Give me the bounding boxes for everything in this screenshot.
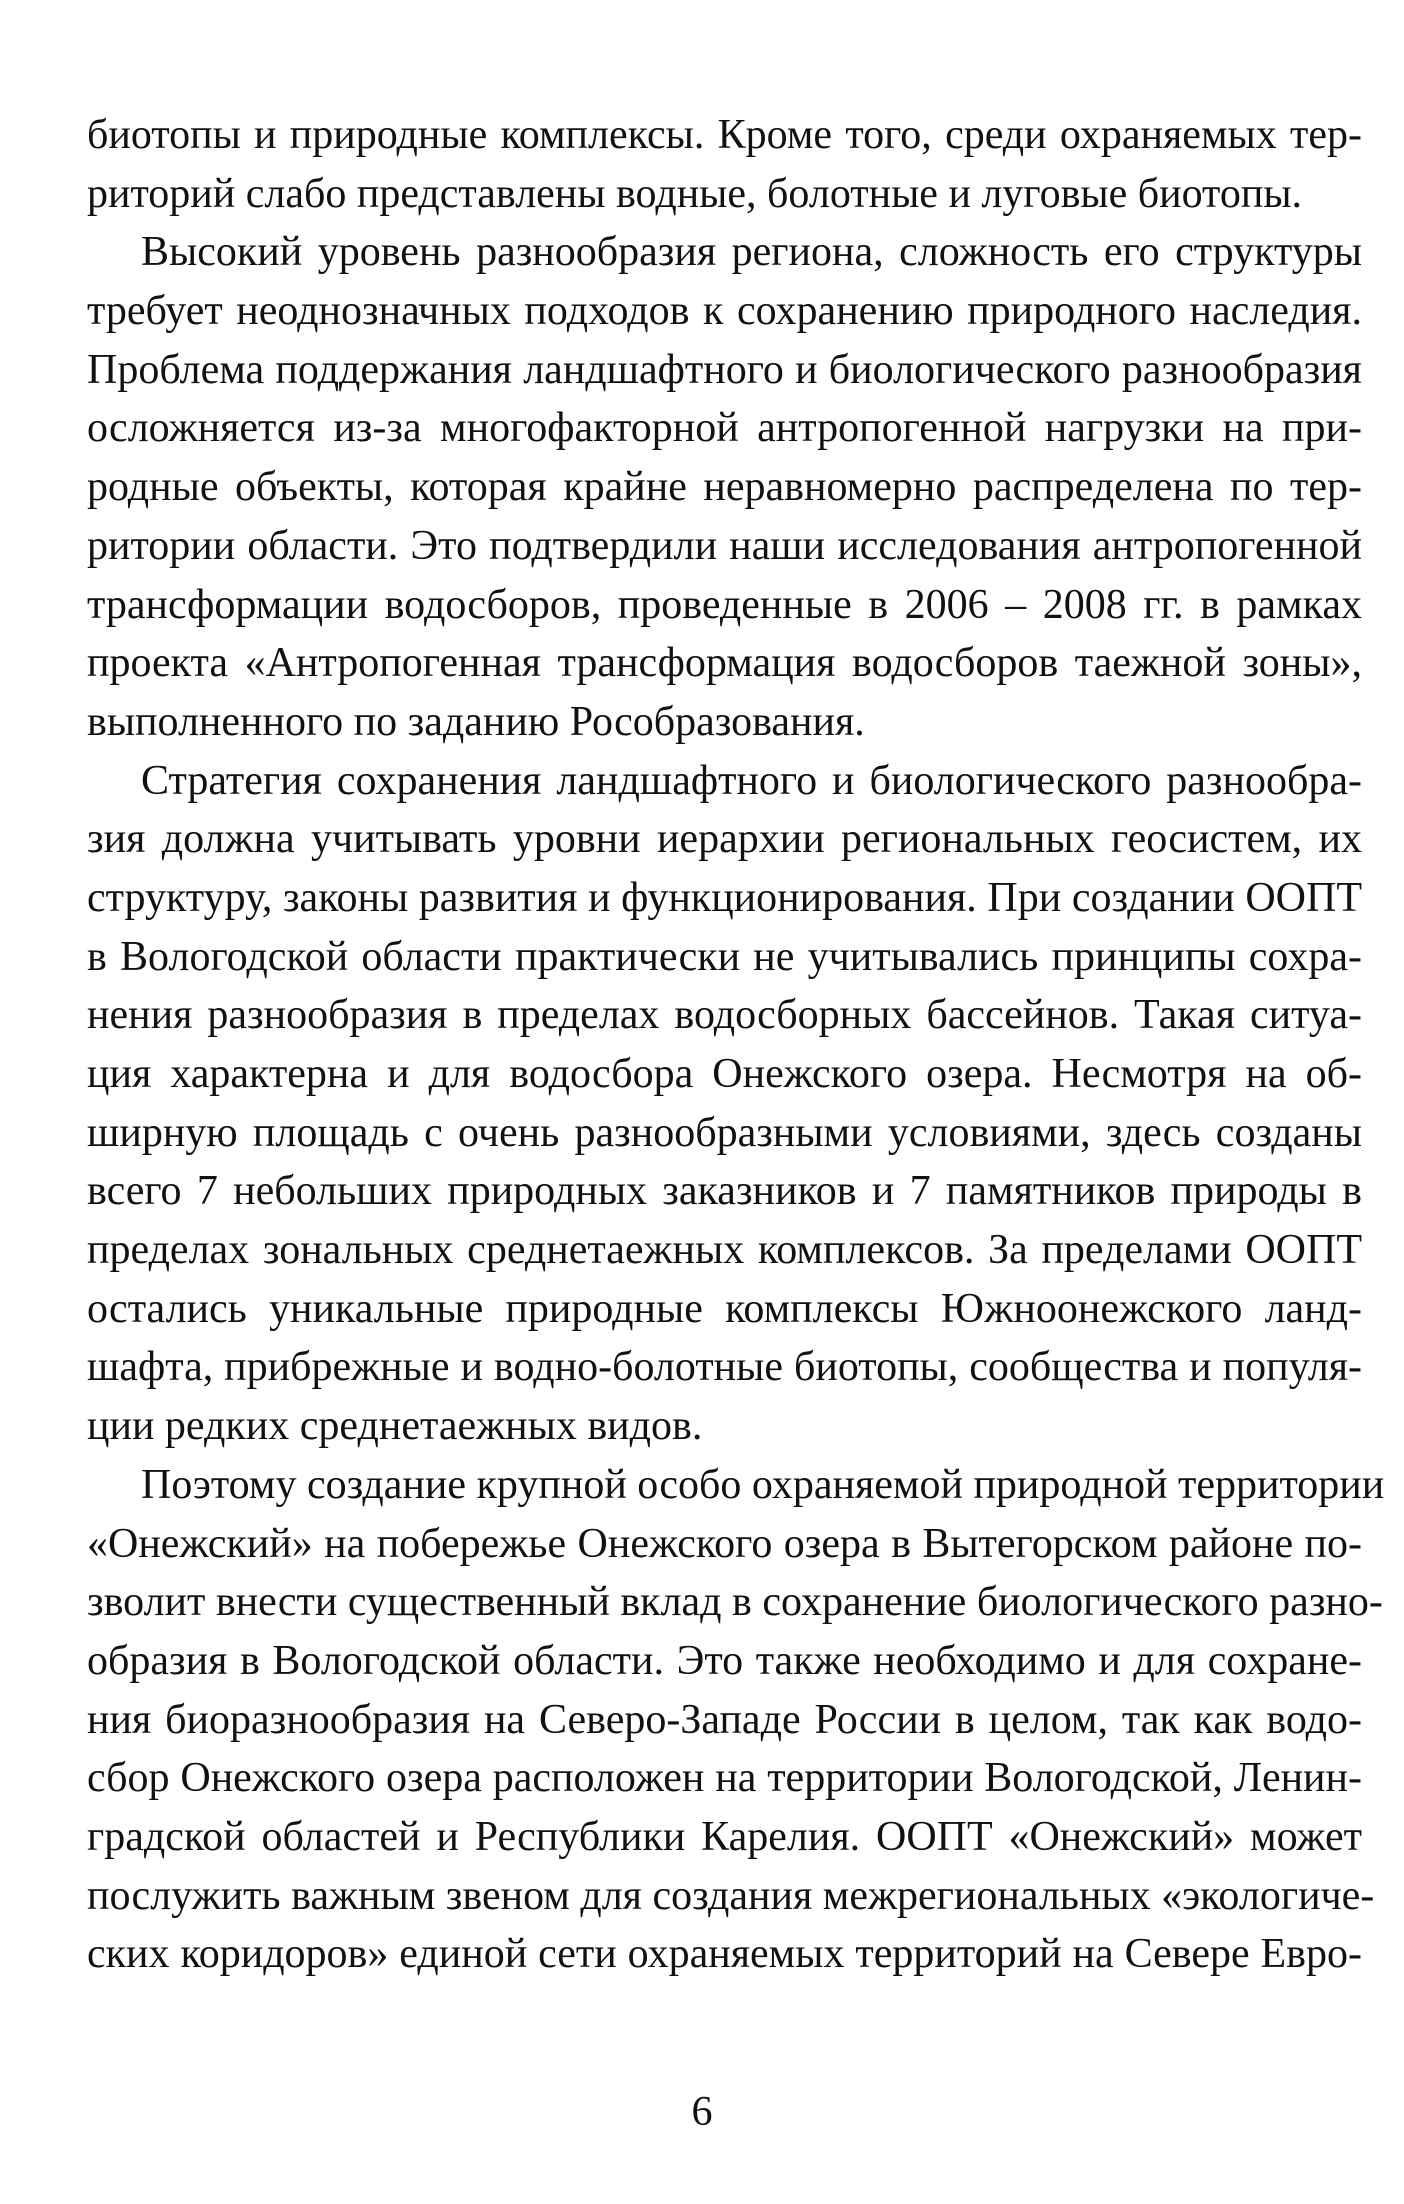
text-line: шафта, прибрежные и водно-болотные биотопы, сообщества и популя-	[87, 1344, 1362, 1391]
text-line: ритории области. Это подтвердили наши исследования антропогенной	[87, 522, 1362, 569]
text-line: в Вологодской области практически не учитывались принципы сохра-	[87, 933, 1362, 980]
text-line: ширную площадь с очень разнообразными условиями, здесь созданы	[87, 1109, 1362, 1156]
text-line: структуру, законы развития и функционирования. При создании ООПТ	[87, 874, 1362, 921]
text-line: градской областей и Республики Карелия. ООПТ «Онежский» может	[87, 1813, 1362, 1860]
text-line: трансформации водосборов, проведенные в 2006 – 2008 гг. в рамках	[87, 581, 1362, 628]
text-line: проекта «Антропогенная трансформация водосборов таежной зоны»,	[87, 640, 1362, 687]
text-line: родные объекты, которая крайне неравномерно распределена по тер-	[87, 464, 1362, 511]
text-line: зволит внести существенный вклад в сохранение биологического разно-	[87, 1579, 1383, 1626]
text-line: биотопы и природные комплексы. Кроме того, среди охраняемых тер-	[87, 112, 1362, 158]
paragraph	[87, 223, 1362, 751]
text-line: всего 7 небольших природных заказников и 7 памятников природы в	[87, 1168, 1362, 1215]
text-line: ния биоразнообразия на Северо-Западе России в целом, так как водо-	[87, 1696, 1362, 1743]
text-line: пределах зональных среднетаежных комплексов. За пределами ООПТ	[87, 1227, 1362, 1274]
text-line: послужить важным звеном для создания межрегиональных «экологиче-	[87, 1872, 1375, 1919]
text-line: ских коридоров» единой сети охраняемых территорий на Севере Евро-	[87, 1931, 1362, 1978]
text-line: осложняется из-за многофакторной антропогенной нагрузки на при-	[87, 405, 1362, 452]
text-line: образия в Вологодской области. Это также необходимо и для сохране-	[87, 1637, 1362, 1684]
text-line: Высокий уровень разнообразия региона, сложность его структуры	[141, 229, 1362, 276]
text-line: нения разнообразия в пределах водосборных бассейнов. Такая ситуа-	[87, 992, 1362, 1039]
text-line: сбор Онежского озера расположен на территории Вологодской, Ленин-	[87, 1755, 1362, 1802]
paragraph	[87, 106, 1362, 223]
text-line: Поэтому создание крупной особо охраняемой природной территории	[141, 1461, 1385, 1508]
text-line: выполненного по заданию Рособразования.	[87, 698, 865, 745]
paragraph	[87, 1456, 1385, 1984]
page-number: 6	[691, 2089, 713, 2135]
text-line: Стратегия сохранения ландшафтного и биологического разнообра-	[141, 757, 1362, 804]
body-text	[87, 106, 1385, 1984]
text-line: риторий слабо представлены водные, болотные и луговые биотопы.	[87, 170, 1303, 217]
text-line: Проблема поддержания ландшафтного и биологического разнообразия	[87, 346, 1362, 393]
text-line: ция характерна и для водосбора Онежского озера. Несмотря на об-	[87, 1051, 1362, 1097]
text-line: зия должна учитывать уровни иерархии региональных геосистем, их	[87, 816, 1362, 863]
text-line: ции редких среднетаежных видов.	[87, 1403, 703, 1450]
text-line: требует неоднозначных подходов к сохранению природного наследия.	[87, 288, 1362, 335]
paragraph	[87, 752, 1362, 1456]
text-line: «Онежский» на побережье Онежского озера в Вытегорском районе по-	[87, 1520, 1362, 1567]
text-line: остались уникальные природные комплексы Южноонежского ланд-	[87, 1285, 1362, 1332]
